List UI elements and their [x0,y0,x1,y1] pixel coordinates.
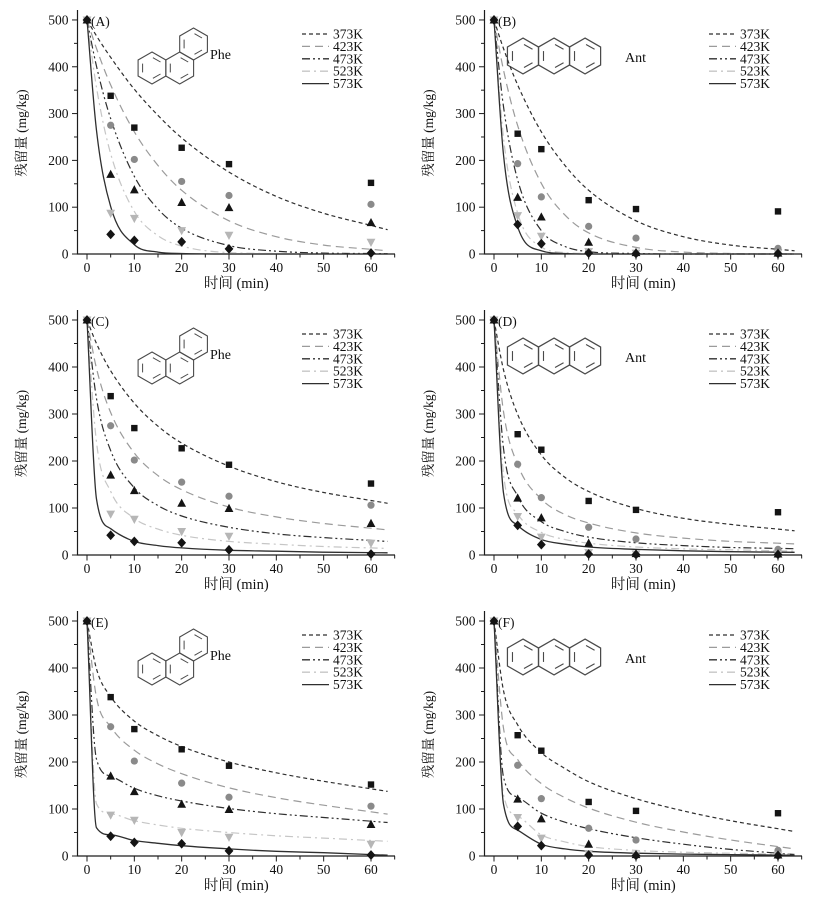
legend-item [302,376,363,391]
marker-diamond [537,239,546,249]
marker-circle [632,234,639,241]
marker-diamond [367,549,376,559]
series-markers-373K [491,618,781,817]
legend-label: 373K [740,627,770,643]
marker-square [775,810,781,816]
y-tick-label: 0 [468,246,476,262]
legend-label: 423K [740,338,770,354]
y-tick-label: 400 [455,359,476,375]
legend-label: 573K [333,76,363,92]
marker-triangle-up [225,805,234,813]
x-tick-label: 40 [676,561,691,576]
legend-label: 523K [740,664,770,680]
marker-square [585,197,591,203]
y-tick-label: 500 [48,312,69,328]
panel-B [407,0,814,295]
marker-diamond [130,236,139,246]
y-axis-title: 残留量 (mg/kg) [421,389,436,478]
marker-diamond [106,229,115,239]
marker-circle [514,461,521,468]
marker-diamond [106,530,115,540]
tick-labels [455,312,785,576]
marker-triangle-up [106,170,115,178]
legend-item [709,677,770,692]
marker-circle [225,493,232,500]
y-tick-label: 100 [48,500,69,516]
tick-labels [455,12,785,275]
marker-triangle-down [367,841,376,849]
marker-diamond [130,837,139,847]
marker-triangle-down [513,513,522,521]
legend-label: 423K [333,38,363,54]
marker-circle [178,780,185,787]
series-markers-423K [83,16,374,208]
marker-triangle-up [225,504,234,512]
panel-label: (E) [91,615,109,630]
marker-triangle-down [367,239,376,247]
y-axis-title: 残留量 (mg/kg) [14,89,29,177]
legend-label: 373K [333,326,363,342]
marker-triangle-down [130,516,139,524]
marker-circle [131,757,138,764]
panel-B-chart [407,0,814,295]
x-tick-label: 10 [534,561,549,576]
x-axis-title: 时间 (min) [610,276,676,292]
compound-label: Ant [625,652,646,667]
marker-triangle-down [177,829,186,837]
phenanthrene-structure [138,28,207,84]
legend-item [709,376,770,391]
marker-triangle-down [106,812,115,820]
legend-label: 423K [333,338,363,354]
marker-triangle-up [513,193,522,201]
x-tick-label: 60 [364,862,378,877]
legend-label: 523K [333,63,363,79]
marker-circle [585,524,592,531]
x-tick-label: 40 [269,561,284,576]
panel-A [0,0,407,295]
x-tick-label: 30 [222,862,236,877]
marker-square [538,748,544,754]
panel-A-chart [0,0,407,295]
marker-circle [107,723,114,730]
panel-F [407,596,814,897]
legend-item [302,76,363,91]
compound-label: Ant [625,351,646,366]
x-tick-label: 50 [723,260,738,275]
y-tick-label: 0 [468,547,476,563]
legend-label: 473K [740,51,770,67]
series-markers-423K [83,617,374,809]
x-tick-label: 10 [127,561,142,576]
marker-diamond [513,821,522,831]
marker-triangle-up [106,470,115,478]
marker-triangle-down [225,834,234,842]
x-tick-label: 20 [174,862,189,877]
marker-triangle-up [584,840,593,848]
x-tick-label: 30 [222,561,236,576]
marker-circle [225,794,232,801]
legend-label: 473K [740,351,770,367]
y-tick-label: 300 [455,707,476,723]
legend-label: 523K [740,63,770,79]
compound-label: Phe [210,48,231,63]
marker-square [538,146,544,152]
y-tick-label: 500 [48,613,69,629]
anthracene-structure [507,338,600,374]
x-tick-label: 30 [629,561,643,576]
y-tick-label: 500 [455,12,476,28]
x-tick-label: 40 [676,862,691,877]
legend-label: 573K [333,677,363,693]
marker-triangle-up [537,513,546,521]
marker-triangle-down [367,540,376,548]
y-tick-label: 400 [455,59,476,75]
marker-circle [367,502,374,509]
x-tick-label: 20 [581,862,596,877]
marker-square [514,431,520,437]
marker-square [585,498,591,504]
y-tick-label: 200 [48,754,69,770]
y-tick-label: 100 [455,500,476,516]
series-markers-373K [84,317,374,487]
marker-diamond [537,540,546,550]
x-axis-title: 时间 (min) [203,878,269,894]
y-axis-title: 残留量 (mg/kg) [421,690,436,779]
y-tick-label: 300 [455,406,476,422]
legend-label: 423K [740,639,770,655]
x-axis-title: 时间 (min) [203,276,269,292]
marker-square [131,726,137,732]
marker-square [107,393,113,399]
x-tick-label: 0 [83,561,91,576]
x-tick-label: 30 [629,260,643,275]
marker-square [131,425,137,431]
y-tick-label: 100 [48,199,69,215]
marker-diamond [367,850,376,860]
phenanthrene-structure [138,328,207,384]
y-tick-label: 0 [61,848,69,864]
y-tick-label: 400 [48,359,69,375]
panel-E-chart [0,596,407,897]
x-tick-label: 10 [127,862,142,877]
phenanthrene-structure [138,629,207,685]
legend-label: 373K [333,627,363,643]
marker-circle [632,535,639,542]
marker-circle [514,762,521,769]
marker-diamond [177,839,186,849]
marker-square [107,694,113,700]
marker-triangle-up [130,787,139,795]
y-tick-label: 200 [455,754,476,770]
x-tick-label: 20 [174,561,189,576]
legend-label: 473K [333,51,363,67]
marker-diamond [106,831,115,841]
marker-circle [367,803,374,810]
panel-label: (F) [498,615,515,630]
x-tick-label: 40 [269,260,284,275]
y-tick-label: 0 [61,246,69,262]
marker-circle [632,836,639,843]
marker-triangle-down [177,227,186,235]
x-tick-label: 40 [269,862,284,877]
y-tick-label: 100 [48,801,69,817]
marker-square [178,445,184,451]
y-axis-title: 残留量 (mg/kg) [14,389,29,478]
x-tick-label: 10 [127,260,142,275]
legend-label: 473K [740,652,770,668]
marker-triangle-down [130,215,139,223]
y-tick-label: 300 [48,106,69,122]
legend-label: 573K [740,376,770,392]
x-tick-label: 60 [771,561,785,576]
y-axis-title: 残留量 (mg/kg) [421,89,436,177]
x-tick-label: 20 [581,561,596,576]
marker-diamond [130,536,139,546]
x-tick-label: 10 [534,862,549,877]
legend-label: 523K [333,664,363,680]
panel-D-chart [407,295,814,596]
marker-diamond [225,545,234,555]
x-tick-label: 0 [490,260,498,275]
x-tick-label: 50 [723,862,738,877]
marker-triangle-down [106,511,115,519]
marker-circle [585,223,592,230]
legend-label: 473K [333,652,363,668]
x-tick-label: 50 [316,862,331,877]
y-tick-label: 500 [455,613,476,629]
y-tick-label: 300 [455,106,476,122]
marker-circle [585,825,592,832]
marker-square [368,180,374,186]
marker-square [514,131,520,137]
panel-label: (D) [498,314,517,329]
x-tick-label: 10 [534,260,549,275]
marker-circle [367,201,374,208]
panel-E [0,596,407,897]
y-axis-title: 残留量 (mg/kg) [14,690,29,779]
x-tick-label: 50 [316,260,331,275]
panel-label: (C) [91,314,109,329]
marker-triangle-down [225,232,234,240]
marker-square [633,507,639,513]
panel-label: (A) [91,14,110,29]
x-tick-label: 60 [364,561,378,576]
marker-square [633,206,639,212]
x-axis-title: 时间 (min) [610,878,676,894]
marker-triangle-up [130,486,139,494]
marker-triangle-up [177,198,186,206]
x-tick-label: 0 [83,260,91,275]
marker-triangle-up [367,519,376,527]
y-tick-label: 300 [48,707,69,723]
marker-triangle-up [225,203,234,211]
marker-circle [131,156,138,163]
x-axis-title: 时间 (min) [203,577,269,593]
marker-square [131,124,137,130]
panel-C [0,295,407,596]
marker-circle [538,494,545,501]
marker-circle [514,160,521,167]
legend-label: 373K [333,26,363,42]
legend [709,327,770,392]
x-tick-label: 0 [490,862,498,877]
x-tick-label: 60 [364,260,378,275]
marker-triangle-up [177,499,186,507]
marker-square [226,763,232,769]
tick-labels [455,613,785,877]
panel-D [407,295,814,596]
marker-circle [178,479,185,486]
marker-square [107,93,113,99]
legend-label: 373K [740,26,770,42]
marker-square [368,480,374,486]
marker-square [585,799,591,805]
legend [709,27,770,92]
marker-square [178,145,184,151]
legend [302,327,363,392]
y-tick-label: 100 [455,199,476,215]
legend-item [709,76,770,91]
x-tick-label: 30 [222,260,236,275]
series-markers-423K [83,316,374,508]
marker-square [368,781,374,787]
x-tick-label: 20 [581,260,596,275]
legend-label: 573K [740,76,770,92]
legend [302,628,363,693]
y-tick-label: 100 [455,801,476,817]
marker-square [538,447,544,453]
compound-label: Phe [210,649,231,664]
marker-square [178,746,184,752]
legend-label: 573K [740,677,770,693]
marker-triangle-up [537,212,546,220]
marker-circle [107,422,114,429]
marker-square [226,462,232,468]
panel-F-chart [407,596,814,897]
series-markers-373K [84,17,374,186]
y-tick-label: 200 [455,152,476,168]
marker-circle [538,193,545,200]
y-tick-label: 500 [455,312,476,328]
marker-triangle-up [367,218,376,226]
legend-item [302,677,363,692]
x-tick-label: 40 [676,260,691,275]
series-markers-373K [491,317,781,516]
legend-label: 423K [333,639,363,655]
legend-label: 473K [333,351,363,367]
y-tick-label: 400 [48,59,69,75]
marker-diamond [225,846,234,856]
legend-label: 523K [740,363,770,379]
legend-label: 373K [740,326,770,342]
x-tick-label: 0 [490,561,498,576]
marker-square [775,509,781,515]
marker-circle [225,192,232,199]
legend [302,27,363,92]
marker-diamond [177,538,186,548]
marker-triangle-down [225,533,234,541]
marker-circle [538,795,545,802]
x-tick-label: 60 [771,260,785,275]
series-markers-373K [491,17,781,215]
x-axis-title: 时间 (min) [610,577,676,593]
y-tick-label: 200 [48,453,69,469]
legend [709,628,770,693]
y-tick-label: 400 [48,660,69,676]
y-tick-label: 0 [468,848,476,864]
panel-label: (B) [498,14,516,29]
x-tick-label: 50 [723,561,738,576]
y-tick-label: 0 [61,547,69,563]
y-tick-label: 200 [48,152,69,168]
y-tick-label: 300 [48,406,69,422]
marker-square [514,732,520,738]
x-tick-label: 20 [174,260,189,275]
marker-triangle-up [130,185,139,193]
anthracene-structure [507,639,600,675]
y-tick-label: 500 [48,12,69,28]
panel-C-chart [0,295,407,596]
marker-triangle-up [584,238,593,246]
x-tick-label: 60 [771,862,785,877]
legend-label: 423K [740,38,770,54]
y-tick-label: 200 [455,453,476,469]
marker-triangle-up [513,493,522,501]
marker-circle [107,122,114,129]
marker-square [633,808,639,814]
legend-label: 523K [333,363,363,379]
y-tick-label: 400 [455,660,476,676]
compound-label: Ant [625,51,646,66]
legend-label: 573K [333,376,363,392]
marker-square [226,161,232,167]
marker-circle [131,456,138,463]
marker-square [775,208,781,214]
anthracene-structure [507,38,600,74]
x-tick-label: 30 [629,862,643,877]
x-tick-label: 0 [83,862,91,877]
x-tick-label: 50 [316,561,331,576]
compound-label: Phe [210,348,231,363]
marker-circle [178,178,185,185]
